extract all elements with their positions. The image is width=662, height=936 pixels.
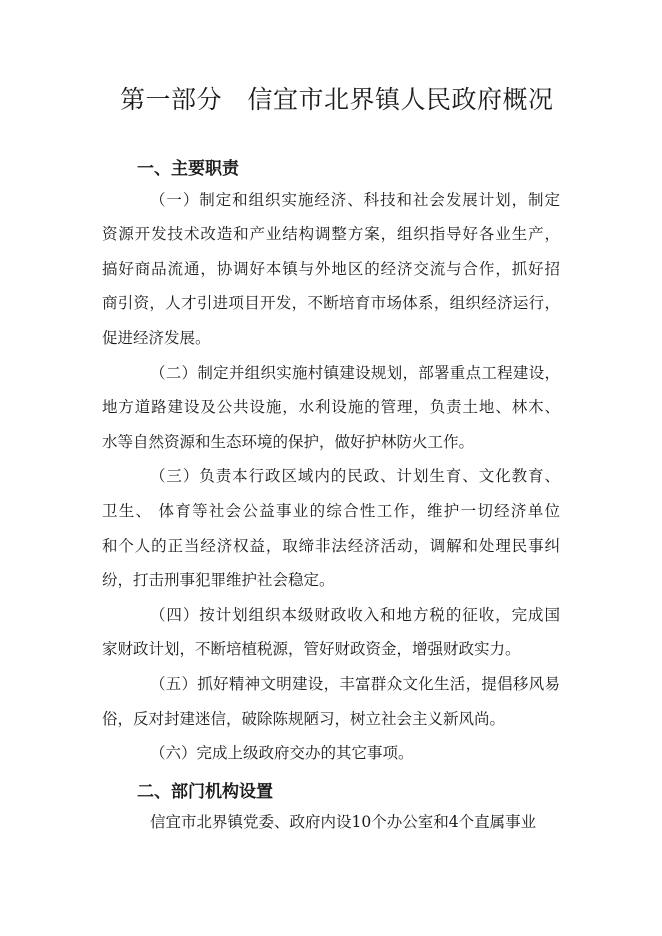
section-heading: 一、主要职责 [137, 159, 239, 179]
paragraph-line: 俗，反对封建迷信，破除陈规陋习，树立社会主义新风尚。 [102, 709, 506, 728]
paragraph-line: 搞好商品流通，协调好本镇与外地区的经济交流与合作，抓好招 [102, 259, 560, 278]
paragraph-line: 信宜市北界镇党委、政府内设10个办公室和4个直属事业 [150, 813, 537, 832]
paragraph-line: 纷，打击刑事犯罪维护社会稳定。 [102, 571, 335, 590]
paragraph-line: （六）完成上级政府交办的其它事项。 [150, 744, 414, 763]
page-title: 第一部分 信宜市北界镇人民政府概况 [120, 85, 554, 114]
paragraph-line: （三）负责本行政区域内的民政、计划生育、文化教育、 [150, 467, 560, 486]
paragraph-line: （二）制定并组织实施村镇建设规划，部署重点工程建设， [150, 363, 560, 382]
paragraph-line: 促进经济发展。 [102, 329, 211, 347]
paragraph-line: 水等自然资源和生态环境的保护，做好护林防火工作。 [102, 432, 475, 451]
paragraph-line: 和个人的正当经济权益，取缔非法经济活动，调解和处理民事纠 [102, 536, 560, 555]
paragraph-line: 资源开发技术改造和产业结构调整方案，组织指导好各业生产， [102, 225, 560, 244]
paragraph-line: 卫生、 体育等社会公益事业的综合性工作，维护一切经济单位 [102, 502, 560, 520]
paragraph-line: 地方道路建设及公共设施，水利设施的管理，负责土地、林木、 [102, 398, 560, 417]
paragraph-line: （五）抓好精神文明建设，丰富群众文化生活，提倡移风易 [150, 675, 560, 693]
paragraph-line: （四）按计划组织本级财政收入和地方税的征收，完成国 [150, 605, 560, 624]
paragraph-line: （一）制定和组织实施经济、科技和社会发展计划，制定 [150, 190, 560, 209]
section-heading: 二、部门机构设置 [137, 781, 273, 802]
paragraph-line: 商引资，人才引进项目开发，不断培育市场体系，组织经济运行， [102, 294, 560, 313]
paragraph-line: 家财政计划，不断培植税源，管好财政资金，增强财政实力。 [102, 640, 521, 659]
